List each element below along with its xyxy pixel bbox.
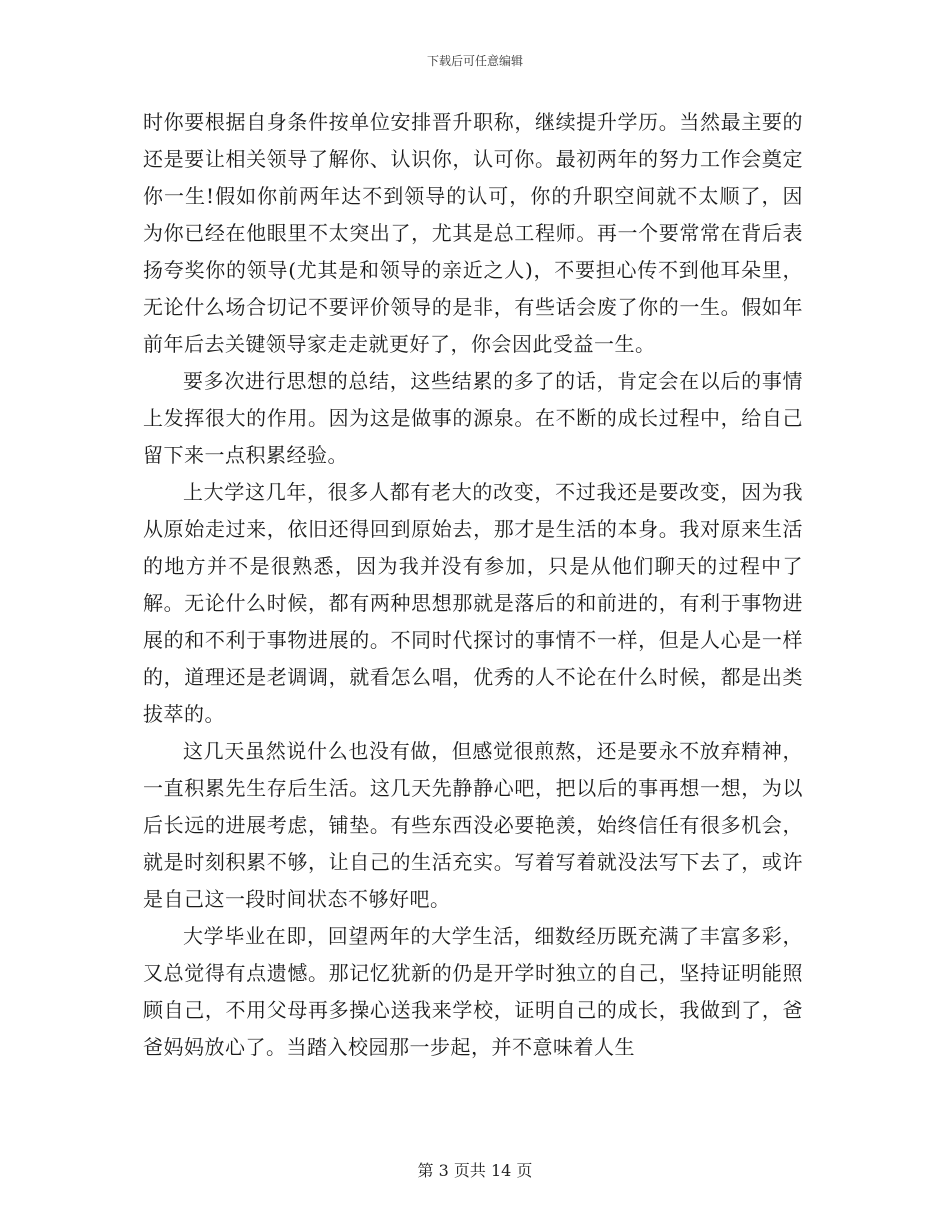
paragraph-4: 这几天虽然说什么也没有做，但感觉很煎熬，还是要永不放弃精神，一直积累先生存后生活。这几天先静静心吧，把以后的事再想一想，为以后长远的进展考虑，铺垫。有些东西没必要艳羡，始终信任有很多机会，就是时刻积累不够，让自己的生活充实。写着写着就没法写下去了，或许是自己这一段时间状态不够好吧。 [143, 739, 803, 911]
paragraph-3: 上大学这几年，很多人都有老大的改变，不过我还是要改变，因为我从原始走过来，依旧还得回到原始去，那才是生活的本身。我对原来生活的地方并不是很熟悉，因为我并没有参加，只是从他们聊天的过程中了解。无论什么时候，都有两种思想那就是落后的和前进的，有利于事物进展的和不利于事物进展的。不同时代探讨的事情不一样，但是人心是一样的，道理还是老调调，就看怎么唱，优秀的人不论在什么时候，都是出类拔萃的。 [143, 480, 803, 726]
document-body [143, 104, 803, 1066]
paragraph-1: 时你要根据自身条件按单位安排晋升职称，继续提升学历。当然最主要的还是要让相关领导了解你、认识你，认可你。最初两年的努力工作会奠定你一生!假如你前两年达不到领导的认可，你的升职空间就不太顺了，因为你已经在他眼里不太突出了，尤其是总工程师。再一个要常常在背后表扬夸奖你的领导(尤其是和领导的亲近之人)，不要担心传不到他耳朵里，无论什么场合切记不要评价领导的是非，有些话会废了你的一生。假如年前年后去关键领导家走走就更好了，你会因此受益一生。 [143, 110, 803, 356]
paragraph-5: 大学毕业在即，回望两年的大学生活，细数经历既充满了丰富多彩，又总觉得有点遗憾。那记忆犹新的仍是开学时独立的自己，坚持证明能照顾自己，不用父母再多操心送我来学校，证明自己的成长，我做到了，爸爸妈妈放心了。当踏入校园那一步起，并不意味着人生 [143, 924, 803, 1059]
page-footer: 第 3 页共 14 页 [417, 1161, 533, 1180]
page-header: 下载后可任意编辑 [426, 54, 523, 68]
paragraph-2: 要多次进行思想的总结，这些结累的多了的话，肯定会在以后的事情上发挥很大的作用。因为这是做事的源泉。在不断的成长过程中，给自己留下来一点积累经验。 [143, 369, 803, 467]
